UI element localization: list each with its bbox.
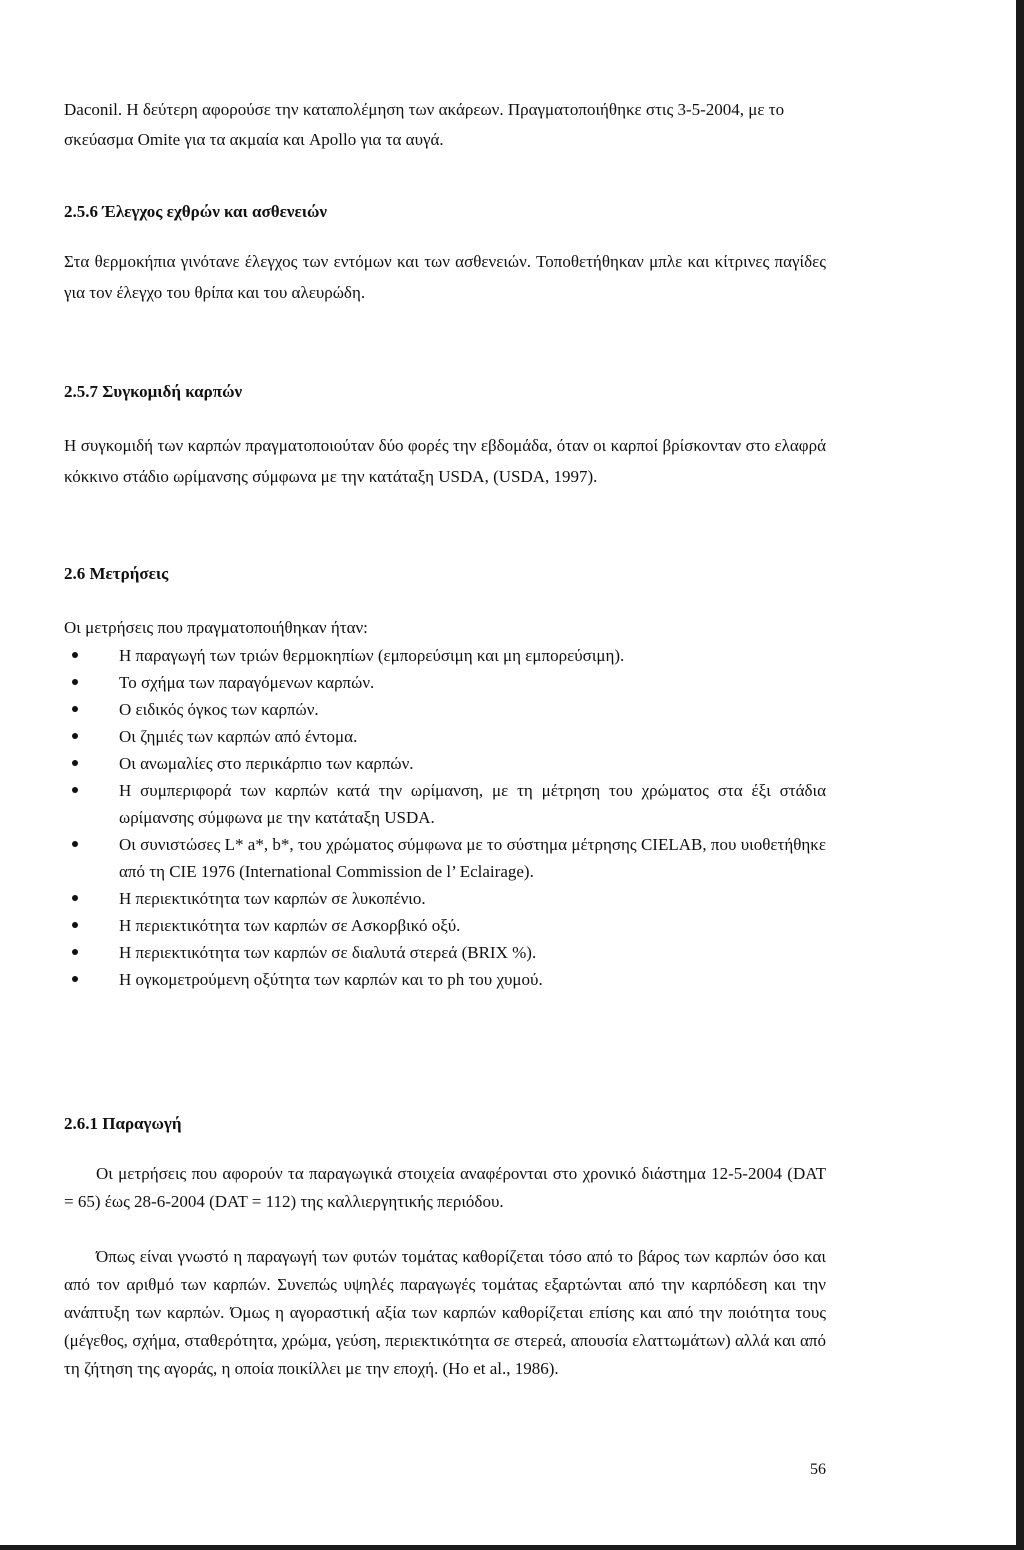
section-2-6-1-heading: 2.6.1 Παραγωγή xyxy=(64,1114,182,1133)
section-2-5-6-heading: 2.5.6 Έλεγχος εχθρών και ασθενειών xyxy=(64,202,328,221)
page-number: 56 xyxy=(810,1461,826,1478)
measurements-intro: Οι μετρήσεις που πραγματοποιήθηκαν ήταν: xyxy=(64,618,368,637)
section-2-5-7-heading: 2.5.7 Συγκομιδή καρπών xyxy=(64,382,243,401)
production-paragraph-1: Οι μετρήσεις που αφορούν τα παραγωγικά στοιχεία αναφέρονται στο χρονικό διάστημα 12-5-2004 (DAT = 65) έως 28-6-2004 (DAT = 112) της καλλιεργητικής περιόδου. xyxy=(64,1164,826,1211)
list-item: Η ογκομετρούμενη οξύτητα των καρπών και το ph του χυμού. xyxy=(64,966,826,993)
list-item: Η περιεκτικότητα των καρπών σε διαλυτά στερεά (BRIX %). xyxy=(64,939,826,966)
list-item: Η παραγωγή των τριών θερμοκηπίων (εμπορεύσιμη και μη εμπορεύσιμη). xyxy=(64,642,826,669)
list-item: Η περιεκτικότητα των καρπών σε λυκοπένιο. xyxy=(64,885,826,912)
list-item: Η συμπεριφορά των καρπών κατά την ωρίμανση, με τη μέτρηση του χρώματος στα έξι στάδια ωρίμανσης σύμφωνα με την κατάταξη USDA. xyxy=(64,777,826,831)
list-item: Η περιεκτικότητα των καρπών σε Ασκορβικό οξύ. xyxy=(64,912,826,939)
list-item: Ο ειδικός όγκος των καρπών. xyxy=(64,696,826,723)
production-paragraph-2: Όπως είναι γνωστό η παραγωγή των φυτών τομάτας καθορίζεται τόσο από το βάρος των καρπών όσο και από τον αριθμό των καρπών. Συνεπώς υψηλές παραγωγές τομάτας εξαρτώνται από την καρπόδεση και την ανάπτυξη των καρπών. Όμως η αγοραστική αξία των καρπών καθορίζεται επίσης και από την ποιότητα τους (μέγεθος, σχήμα, σταθερότητα, χρώμα, γεύση, περιεκτικότητα σε στερεά, απουσία ελαττωμάτων) αλλά και από τη ζήτηση της αγοράς, η οποία ποικίλλει με την εποχή. (Ho et al., 1986). xyxy=(64,1247,826,1378)
intro-paragraph: Daconil. Η δεύτερη αφορούσε την καταπολέμηση των ακάρεων. Πραγματοποιήθηκε στις 3-5-2004, με το σκεύασμα Omite για τα ακμαία και Apollo για τα αυγά. xyxy=(64,100,785,149)
list-item: Οι συνιστώσες L* a*, b*, του χρώματος σύμφωνα με το σύστημα μέτρησης CIELAB, που υιοθετήθηκε από τη CIE 1976 (International Commission de l’ Eclairage). xyxy=(64,831,826,885)
list-item: Οι ανωμαλίες στο περικάρπιο των καρπών. xyxy=(64,750,826,777)
list-item: Οι ζημιές των καρπών από έντομα. xyxy=(64,723,826,750)
scan-edge-right xyxy=(1016,0,1024,1550)
section-2-6-heading: 2.6 Μετρήσεις xyxy=(64,564,169,583)
scan-edge-bottom xyxy=(0,1545,1024,1550)
section-2-5-7-body: Η συγκομιδή των καρπών πραγματοποιούταν δύο φορές την εβδομάδα, όταν οι καρποί βρίσκονταν στο ελαφρά κόκκινο στάδιο ωρίμανσης σύμφωνα με την κατάταξη USDA, (USDA, 1997). xyxy=(64,436,826,486)
measurements-list xyxy=(64,642,826,993)
section-2-5-6-body: Στα θερμοκήπια γινότανε έλεγχος των εντόμων και των ασθενειών. Τοποθετήθηκαν μπλε και κίτρινες παγίδες για τον έλεγχο του θρίπα και του αλευρώδη. xyxy=(64,252,826,302)
list-item: Το σχήμα των παραγόμενων καρπών. xyxy=(64,669,826,696)
